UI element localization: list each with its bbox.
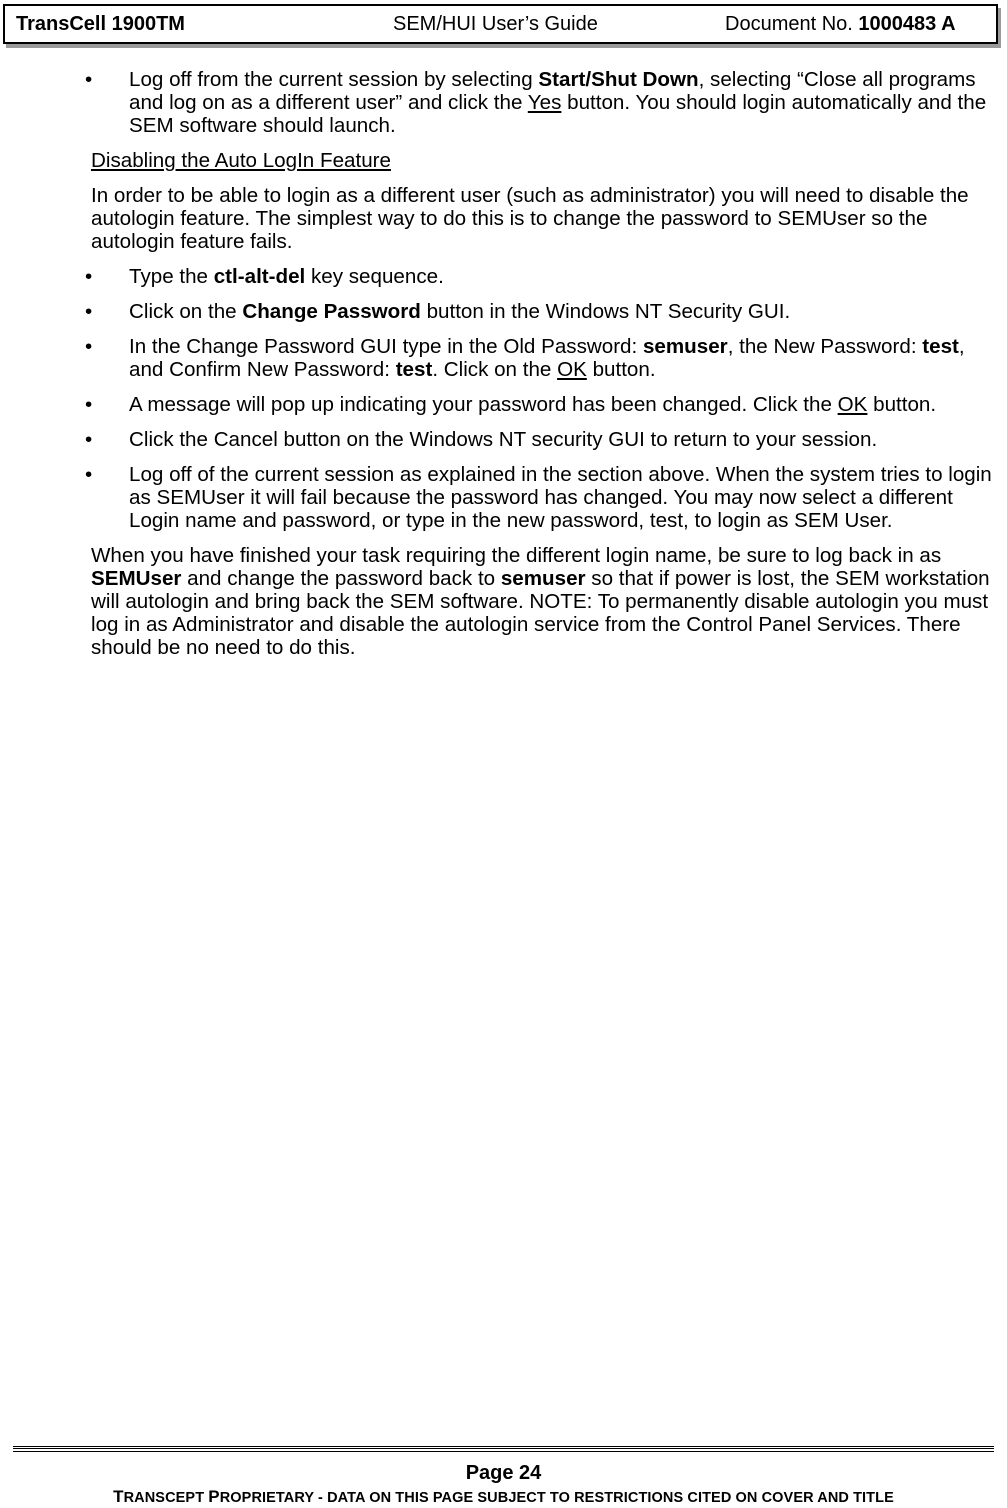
old-password-value: semuser [642, 335, 728, 358]
password-ref: semuser [500, 567, 586, 590]
section-heading: Disabling the Auto LogIn Feature [91, 149, 391, 172]
menu-ref-shut-down: Shut Down [591, 68, 699, 91]
text: . Click on the [432, 358, 558, 381]
intro-paragraph: In order to be able to login as a different user (such as administrator) you will need to disable the autologin feature. The simplest way to do this is to change the password to SEMUser so the autologin feature fails. [91, 184, 969, 253]
bullet-icon: • [85, 68, 93, 91]
new-password-value: test [922, 335, 959, 358]
text: , selecting “Close all programs and log on as a different user” and click the [129, 68, 976, 114]
bullet-icon: • [85, 335, 93, 358]
menu-ref-start: Start [538, 68, 586, 91]
text: Click the Cancel button on the Windows NT security GUI to return to your session. [129, 428, 878, 451]
text: When you have finished your task requiring the different login name, be sure to log back in as [91, 544, 942, 567]
text: , the New Password: [727, 335, 923, 358]
footer-divider-thin [13, 1451, 994, 1452]
guide-title: SEM/HUI User’s Guide [393, 12, 598, 35]
page-header [3, 4, 998, 44]
list-item-step-6 [85, 463, 996, 532]
yes-button-ref: Yes [527, 91, 562, 114]
proprietary-notice: TRANSCEPT PROPRIETARY - DATA ON THIS PAGE SUBJECT TO RESTRICTIONS CITED ON COVER AND TITLE [113, 1487, 894, 1506]
document-number-label: Document No. [725, 12, 853, 35]
list-item-step-5 [85, 428, 996, 451]
confirm-password-value: test [395, 358, 433, 381]
text: Log off from the current session by selecting [129, 68, 539, 91]
text: Click on the [129, 300, 243, 323]
page-number: Page 24 [465, 1462, 542, 1484]
text: In the Change Password GUI type in the Old Password: [129, 335, 643, 358]
ok-button-ref: OK [837, 393, 868, 416]
document-number-value: 1000483 A [858, 12, 956, 35]
text: / [585, 68, 592, 91]
text: so that if power is lost, the SEM workstation will autologin and bring back the SEM software. NOTE: To permanently disable autologin you must log in as Administrator and disable the autologin service from the Control Panel Services. There should be no need to do this. [91, 567, 990, 659]
list-item-logoff [85, 68, 996, 137]
text: A message will pop up indicating your password has been changed. Click the [129, 393, 838, 416]
username-ref: SEMUser [91, 567, 182, 590]
text: , and Confirm New Password: [129, 335, 965, 381]
list-item-step-2 [85, 300, 996, 323]
bullet-icon: • [85, 300, 93, 323]
text: button. [867, 393, 937, 416]
document-number [725, 13, 956, 36]
bullet-icon: • [85, 428, 93, 451]
change-password-ref: Change Password [242, 300, 421, 323]
bullet-icon: • [85, 393, 93, 416]
text: Log off of the current session as explained in the section above. When the system tries to login as SEMUser it will fail because the password has changed. You may now select a different Login name and password, or type in the new password, test, to login as SEM User. [129, 463, 992, 532]
text: button. You should login automatically and the SEM software should launch. [129, 91, 987, 137]
bullet-icon: • [85, 265, 93, 288]
ok-button-ref: OK [557, 358, 587, 381]
text: Type the [129, 265, 214, 288]
footer-divider [13, 1446, 994, 1449]
text: and change the password back to [181, 567, 501, 590]
text: button in the Windows NT Security GUI. [420, 300, 791, 323]
key-sequence: ctl-alt-del [213, 265, 306, 288]
bullet-icon: • [85, 463, 93, 486]
page-body [85, 68, 996, 671]
text: key sequence. [305, 265, 444, 288]
text: button. [586, 358, 656, 381]
closing-paragraph [91, 544, 996, 659]
list-item-step-3 [85, 335, 996, 381]
list-item-step-1 [85, 265, 996, 288]
list-item-step-4 [85, 393, 996, 416]
product-name: TransCell 1900TM [16, 12, 185, 35]
